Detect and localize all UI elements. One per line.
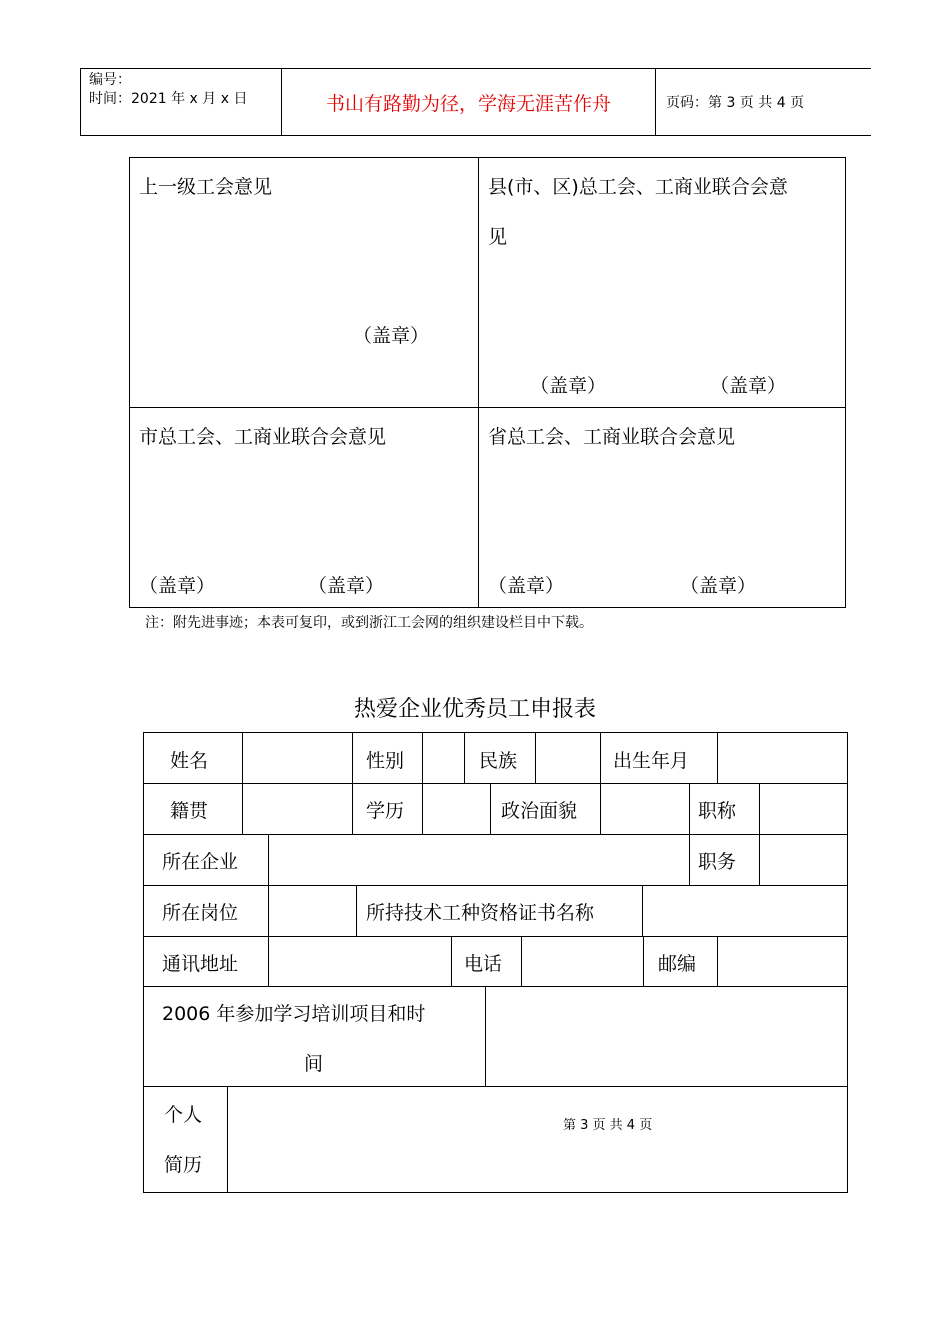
upper-union-opinion: 上一级工会意见	[139, 176, 273, 198]
seal-label: （盖章）	[680, 575, 757, 597]
position-label: 职务	[698, 851, 737, 873]
city-union-opinion: 市总工会、工商业联合会意见	[139, 426, 387, 448]
col-divider	[521, 936, 522, 986]
training-label: 2006 年参加学习培训项目和时	[162, 1003, 426, 1025]
col-divider	[759, 783, 760, 834]
native-place-label: 籍贯	[170, 800, 209, 822]
row-divider	[144, 936, 847, 937]
col-divider	[352, 733, 353, 783]
education-label: 学历	[366, 800, 405, 822]
col-divider	[600, 783, 601, 834]
col-divider	[356, 885, 357, 936]
divider	[478, 158, 479, 607]
col-divider	[422, 733, 423, 783]
col-divider	[268, 885, 269, 936]
page-label: 页码：第 3 页 共 4 页	[666, 95, 805, 111]
seal-label: （盖章）	[710, 375, 787, 397]
divider	[130, 407, 845, 408]
row-divider	[144, 1086, 847, 1087]
col-divider	[759, 834, 760, 885]
col-divider	[535, 733, 536, 783]
form-title: 热爱企业优秀员工申报表	[353, 697, 596, 722]
resume-label: 个人	[164, 1104, 203, 1126]
page-footer: 第 3 页 共 4 页	[563, 1118, 653, 1133]
col-divider	[464, 733, 465, 783]
post-label: 所在岗位	[162, 902, 239, 924]
number-label: 编号：	[89, 72, 131, 88]
col-divider	[600, 733, 601, 783]
page-header	[80, 68, 871, 136]
province-union-opinion: 省总工会、工商业联合会意见	[488, 426, 736, 448]
note: 注：附先进事迹；本表可复印，或到浙江工会网的组织建设栏目中下载。	[145, 615, 593, 631]
col-divider	[485, 986, 486, 1086]
col-divider	[689, 834, 690, 885]
header-meta	[81, 69, 282, 135]
postcode-label: 邮编	[658, 953, 697, 975]
seal-label: （盖章）	[488, 575, 565, 597]
col-divider	[268, 834, 269, 885]
county-union-opinion: 县(市、区)总工会、工商业联合会意	[488, 176, 788, 198]
col-divider	[643, 936, 644, 986]
name-label: 姓名	[170, 750, 209, 772]
resume-label-cont: 简历	[164, 1154, 203, 1176]
birth-label: 出生年月	[613, 750, 690, 772]
col-divider	[490, 783, 491, 834]
address-label: 通讯地址	[162, 953, 239, 975]
col-divider	[717, 936, 718, 986]
ethnicity-label: 民族	[479, 750, 518, 772]
opinion-table	[129, 157, 846, 608]
col-divider	[242, 733, 243, 783]
row-divider	[144, 885, 847, 886]
county-union-opinion-cont: 见	[488, 226, 508, 248]
phone-label: 电话	[464, 953, 503, 975]
seal-label: （盖章）	[353, 325, 430, 347]
training-label-cont: 间	[304, 1053, 324, 1075]
company-label: 所在企业	[162, 851, 239, 873]
gender-label: 性别	[366, 750, 405, 772]
col-divider	[642, 885, 643, 936]
seal-label: （盖章）	[530, 375, 607, 397]
col-divider	[717, 733, 718, 783]
col-divider	[422, 783, 423, 834]
col-divider	[227, 1086, 228, 1192]
row-divider	[144, 783, 847, 784]
time-label: 时间：2021 年 x 月 x 日	[89, 91, 248, 107]
motto: 书山有路勤为径，学海无涯苦作舟	[282, 69, 656, 135]
row-divider	[144, 986, 847, 987]
col-divider	[689, 783, 690, 834]
seal-label: （盖章）	[308, 575, 385, 597]
seal-label: （盖章）	[139, 575, 216, 597]
col-divider	[268, 936, 269, 986]
political-status-label: 政治面貌	[501, 800, 578, 822]
job-title-label: 职称	[698, 800, 737, 822]
certificate-label: 所持技术工种资格证书名称	[366, 902, 595, 924]
row-divider	[144, 834, 847, 835]
col-divider	[352, 783, 353, 834]
col-divider	[451, 936, 452, 986]
col-divider	[242, 783, 243, 834]
application-form	[143, 732, 848, 1193]
